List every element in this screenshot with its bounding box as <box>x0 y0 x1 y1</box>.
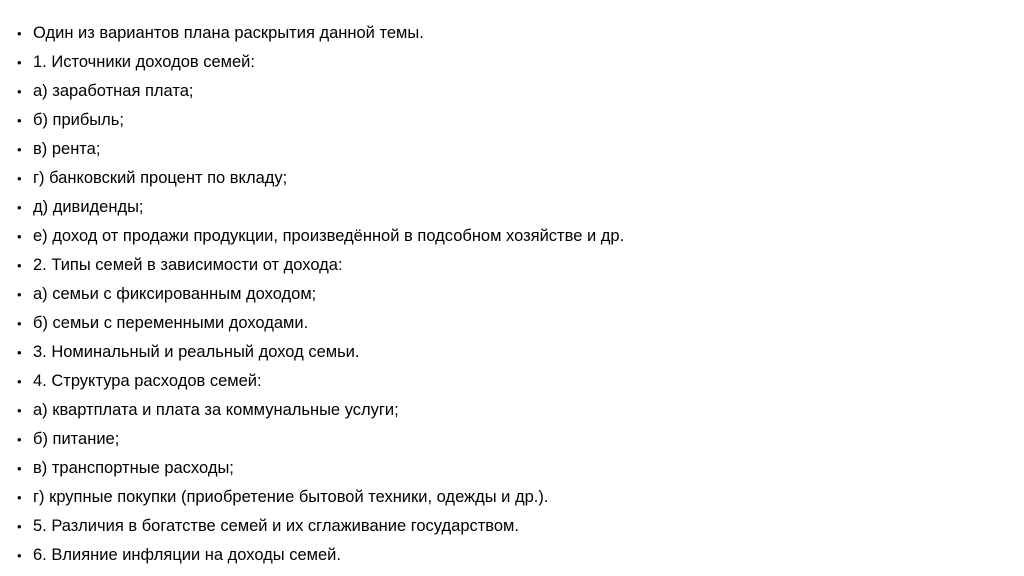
list-item-text: 2. Типы семей в зависимости от дохода: <box>33 256 343 274</box>
list-item-text: 4. Структура расходов семей: <box>33 372 262 390</box>
list-item <box>17 512 1024 541</box>
bullet-icon: • <box>17 490 22 505</box>
list-item <box>17 164 1024 193</box>
list-item-text: д) дивиденды; <box>33 198 144 216</box>
list-item <box>17 338 1024 367</box>
list-item <box>17 222 1024 251</box>
list-item <box>17 48 1024 77</box>
bullet-icon: • <box>17 519 22 534</box>
bullet-icon: • <box>17 345 22 360</box>
list-item <box>17 19 1024 48</box>
bullet-icon: • <box>17 26 22 41</box>
list-item-text: б) семьи с переменными доходами. <box>33 314 309 332</box>
list-item <box>17 541 1024 570</box>
bullet-icon: • <box>17 142 22 157</box>
bullet-icon: • <box>17 287 22 302</box>
list-item-text: а) заработная плата; <box>33 82 194 100</box>
bullet-icon: • <box>17 403 22 418</box>
bullet-icon: • <box>17 200 22 215</box>
list-item-text: е) доход от продажи продукции, произведённой в подсобном хозяйстве и др. <box>33 227 625 245</box>
list-item-text: в) транспортные расходы; <box>33 459 234 477</box>
list-item <box>17 309 1024 338</box>
bullet-icon: • <box>17 548 22 563</box>
list-item <box>17 193 1024 222</box>
list-item <box>17 251 1024 280</box>
list-item <box>17 280 1024 309</box>
list-item <box>17 135 1024 164</box>
list-item-text: г) банковский процент по вкладу; <box>33 169 288 187</box>
list-item <box>17 425 1024 454</box>
list-item-text: г) крупные покупки (приобретение бытовой техники, одежды и др.). <box>33 488 549 506</box>
list-item <box>17 483 1024 512</box>
bullet-icon: • <box>17 432 22 447</box>
bullet-icon: • <box>17 171 22 186</box>
list-item-text: 1. Источники доходов семей: <box>33 53 255 71</box>
list-item <box>17 106 1024 135</box>
bullet-icon: • <box>17 55 22 70</box>
list-item-text: в) рента; <box>33 140 101 158</box>
list-item-text: 5. Различия в богатстве семей и их сглаживание государством. <box>33 517 519 535</box>
list-item-text: б) питание; <box>33 430 120 448</box>
bullet-icon: • <box>17 461 22 476</box>
list-item-text: Один из вариантов плана раскрытия данной темы. <box>33 24 424 42</box>
list-item <box>17 77 1024 106</box>
list-item-text: 3. Номинальный и реальный доход семьи. <box>33 343 360 361</box>
bullet-icon: • <box>17 316 22 331</box>
bullet-icon: • <box>17 84 22 99</box>
list-item-text: а) квартплата и плата за коммунальные услуги; <box>33 401 399 419</box>
list-item <box>17 454 1024 483</box>
bullet-icon: • <box>17 258 22 273</box>
bullet-icon: • <box>17 229 22 244</box>
bullet-list <box>17 19 1024 570</box>
list-item <box>17 396 1024 425</box>
list-item-text: а) семьи с фиксированным доходом; <box>33 285 317 303</box>
bullet-icon: • <box>17 374 22 389</box>
bullet-icon: • <box>17 113 22 128</box>
list-item-text: 6. Влияние инфляции на доходы семей. <box>33 546 341 564</box>
list-item <box>17 367 1024 396</box>
list-item-text: б) прибыль; <box>33 111 124 129</box>
